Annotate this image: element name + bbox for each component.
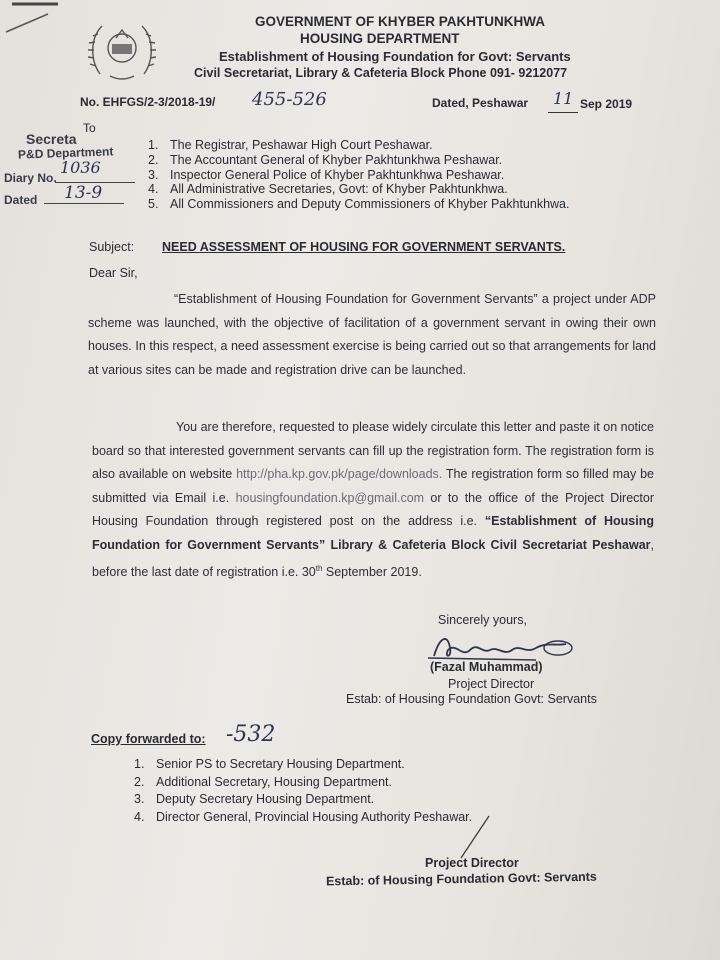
dated-month-year: Sep 2019 xyxy=(580,97,633,111)
to-label: To xyxy=(83,121,96,135)
stamp-dept-line2: P&D Department xyxy=(17,144,114,162)
copy-forwarded-handwritten: -532 xyxy=(226,722,276,747)
list-item: 1. The Registrar, Peshawar High Court Peshawar. xyxy=(148,138,433,152)
list-item: 3. Deputy Secretary Housing Department. xyxy=(134,792,375,806)
stamp-dated-underline xyxy=(44,203,124,204)
paragraph-2: You are therefore, requested to please widely circulate this letter and paste it on notice board so that interested government servants can fill up the registration form. The registration form is also available on website http://pha.kp.gov.pk/page/downloads. The registration form so filled may be submitted via Email i.e. housingfoundation.kp@gmail.com or to the office of the Project Director Housing Foundation through registered post on the address i.e. “Establishment of Housing Foundation for Government Servants” Library & Cafeteria Block Civil Secretariat Peshawar, before the last date of registration i.e. 30th September 2019. xyxy=(92,420,655,580)
closing-title: Project Director xyxy=(448,677,535,691)
subject-text: NEED ASSESSMENT OF HOUSING FOR GOVERNMENT SERVANTS. xyxy=(162,240,566,254)
subject-label: Subject: xyxy=(89,240,135,254)
footer-title: Project Director xyxy=(425,856,519,870)
header-department: HOUSING DEPARTMENT xyxy=(300,31,460,46)
salutation: Dear Sir, xyxy=(89,266,138,280)
pen-stroke-icon xyxy=(455,812,495,862)
website-link[interactable]: http://pha.kp.gov.pk/page/downloads. xyxy=(236,467,443,481)
dated-underline xyxy=(548,112,578,113)
stamp-dated-label: Dated xyxy=(4,193,38,207)
email-link[interactable]: housingfoundation.kp@gmail.com xyxy=(235,490,425,505)
government-emblem-icon xyxy=(86,16,158,84)
corner-scribble-icon xyxy=(0,0,60,40)
copy-list xyxy=(134,756,472,826)
header-address-phone: Civil Secretariat, Library & Cafeteria Block Phone 091- 9212077 xyxy=(194,66,568,80)
stamp-dept-line1: Secreta xyxy=(26,131,77,147)
list-item: 2. Additional Secretary, Housing Department. xyxy=(134,774,392,789)
stamp-dated-value: 13-9 xyxy=(64,183,103,203)
recipient-list xyxy=(148,138,569,212)
closing-sincerely: Sincerely yours, xyxy=(438,613,527,627)
copy-forwarded-label: Copy forwarded to: xyxy=(91,732,206,746)
list-item: 4. All Administrative Secretaries, Govt: of Khyber Pakhtunkhwa. xyxy=(148,182,508,197)
list-item: 5. All Commissioners and Deputy Commissioners of Khyber Pakhtunkhwa. xyxy=(148,197,570,212)
closing-org: Estab: of Housing Foundation Govt: Servants xyxy=(346,692,597,706)
reference-number: No. EHFGS/2-3/2018-19/ xyxy=(80,95,216,109)
footer-org: Estab: of Housing Foundation Govt: Servants xyxy=(325,869,597,889)
list-item: 4. Director General, Provincial Housing Authority Peshawar. xyxy=(134,809,473,824)
list-item: 3. Inspector General Police of Khyber Pakhtunkhwa Peshawar. xyxy=(148,167,505,182)
closing-name: (Fazal Muhammad) xyxy=(430,660,543,674)
stamp-diary-label: Diary No. xyxy=(4,171,57,185)
header-government: GOVERNMENT OF KHYBER PAKHTUNKHWA xyxy=(255,14,545,29)
reference-handwritten-number: 455-526 xyxy=(252,89,327,110)
dated-label: Dated, Peshawar xyxy=(432,96,529,110)
list-item: 2. The Accountant General of Khyber Pakhtunkhwa Peshawar. xyxy=(148,152,503,167)
stamp-diary-value: 1036 xyxy=(60,158,101,177)
dated-day: 11 xyxy=(553,89,574,108)
list-item: 1. Senior PS to Secretary Housing Department. xyxy=(134,757,405,771)
paragraph-1: “Establishment of Housing Foundation for Government Servants” a project under ADP scheme was launched, with the objective of facilitation of a government servant in owing their own houses. In this respect, a need assessment exercise is being carried out so that arrangements for land at various sites can be made and registration drive can be launched. xyxy=(88,292,656,377)
header-establishment: Establishment of Housing Foundation for Govt: Servants xyxy=(219,49,571,64)
